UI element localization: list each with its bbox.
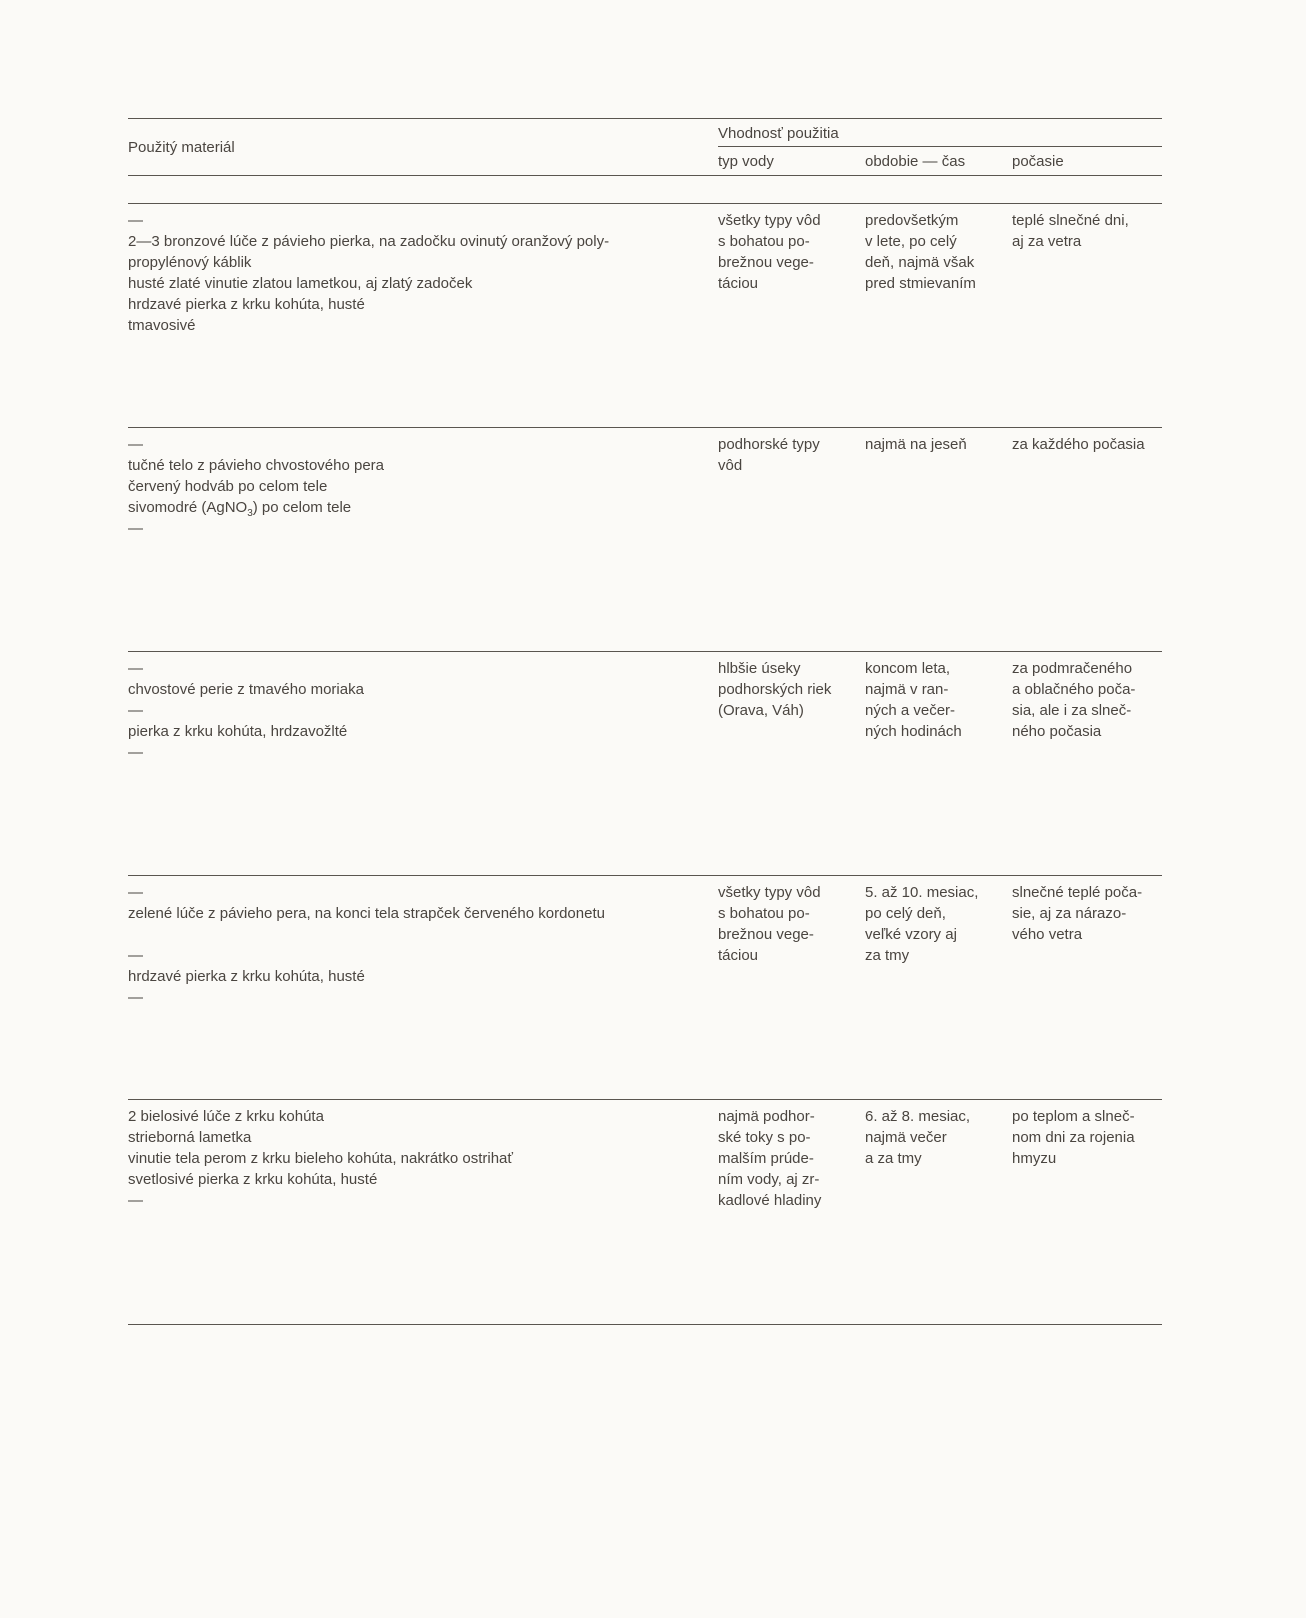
weather-cell (1012, 1106, 1162, 1169)
water-line: hlbšie úseky (718, 660, 801, 677)
material-cell (128, 882, 698, 1008)
water-type-cell (718, 658, 858, 721)
material-line: hrdzavé pierka z krku kohúta, husté (128, 968, 365, 985)
period-line: deň, najmä však (865, 254, 975, 271)
period-line: pred stmievaním (865, 275, 976, 292)
period-line: ných a večer- (865, 702, 956, 719)
period-cell (865, 882, 1005, 966)
weather-line: za podmračeného (1012, 660, 1133, 677)
water-line: s bohatou po- (718, 905, 810, 922)
period-line: ných hodinách (865, 723, 962, 740)
material-line: — (128, 744, 143, 761)
water-line: brežnou vege- (718, 926, 814, 943)
weather-line: teplé slnečné dni, (1012, 212, 1129, 229)
water-line: táciou (718, 275, 759, 292)
water-line: všetky typy vôd (718, 212, 821, 229)
water-line: kadlové hladiny (718, 1192, 822, 1209)
material-line: vinutie tela perom z krku bieleho kohúta, nakrátko ostrihať (128, 1150, 513, 1167)
header-water-type: typ vody (718, 153, 774, 170)
weather-line: ného počasia (1012, 723, 1102, 740)
period-cell (865, 210, 1005, 294)
material-line: — (128, 989, 143, 1006)
material-line: 2 bielosivé lúče z krku kohúta (128, 1108, 324, 1125)
water-line: podhorské typy (718, 436, 820, 453)
period-line: za tmy (865, 947, 910, 964)
water-line: táciou (718, 947, 759, 964)
water-line: s bohatou po- (718, 233, 810, 250)
material-line: strieborná lametka (128, 1129, 252, 1146)
subscript: 3 (247, 508, 253, 519)
period-line: po celý deň, (865, 905, 946, 922)
water-line: (Orava, Váh) (718, 702, 804, 719)
weather-cell (1012, 434, 1162, 455)
weather-line: sia, ale i za slneč- (1012, 702, 1132, 719)
material-line: — (128, 212, 143, 229)
weather-line: vého vetra (1012, 926, 1083, 943)
period-line: najmä na jeseň (865, 436, 967, 453)
weather-line: a oblačného poča- (1012, 681, 1136, 698)
material-line: — (128, 520, 143, 537)
water-line: najmä podhor- (718, 1108, 815, 1125)
water-line: všetky typy vôd (718, 884, 821, 901)
material-line: — (128, 702, 143, 719)
material-cell (128, 658, 698, 763)
material-line: 2—3 bronzové lúče z pávieho pierka, na zadočku ovinutý oranžový poly- (128, 233, 610, 250)
header-subrule (718, 146, 1162, 147)
weather-cell (1012, 658, 1162, 742)
period-line: najmä večer (865, 1129, 947, 1146)
material-cell (128, 1106, 698, 1211)
material-text: sivomodré (AgNO (128, 499, 248, 516)
weather-cell (1012, 210, 1162, 252)
material-line: zelené lúče z pávieho pera, na konci tela strapček červeného kordonetu (128, 905, 605, 922)
water-line: podhorských riek (718, 681, 832, 698)
water-type-cell (718, 210, 858, 294)
material-line: — (128, 884, 143, 901)
material-text: ) po celom tele (252, 499, 352, 516)
material-line (128, 497, 698, 518)
row-rule-3 (128, 651, 1162, 652)
weather-line: sie, aj za nárazo- (1012, 905, 1127, 922)
period-line: 5. až 10. mesiac, (865, 884, 979, 901)
header-weather: počasie (1012, 153, 1064, 170)
period-line: a za tmy (865, 1150, 922, 1167)
weather-line: aj za vetra (1012, 233, 1082, 250)
material-line: — (128, 436, 143, 453)
weather-line: hmyzu (1012, 1150, 1057, 1167)
material-line: svetlosivé pierka z krku kohúta, husté (128, 1171, 378, 1188)
material-cell (128, 210, 698, 336)
water-type-cell (718, 882, 858, 966)
top-rule (128, 118, 1162, 119)
water-line: ské toky s po- (718, 1129, 811, 1146)
row-rule-5 (128, 1099, 1162, 1100)
material-cell (128, 434, 698, 539)
material-line: — (128, 1192, 143, 1209)
row-rule-4 (128, 875, 1162, 876)
period-line: veľké vzory aj (865, 926, 957, 943)
material-line: hrdzavé pierka z krku kohúta, husté (128, 296, 365, 313)
period-line: najmä v ran- (865, 681, 949, 698)
material-line: — (128, 660, 143, 677)
material-line: tučné telo z pávieho chvostového pera (128, 457, 385, 474)
header-material: Použitý materiál (128, 139, 235, 156)
period-line: predovšetkým (865, 212, 959, 229)
weather-cell (1012, 882, 1162, 945)
water-line: ním vody, aj zr- (718, 1171, 820, 1188)
header-bottom-rule (128, 175, 1162, 176)
weather-line: slnečné teplé poča- (1012, 884, 1143, 901)
material-line: propylénový káblik (128, 254, 252, 271)
material-line (128, 924, 698, 945)
period-cell (865, 1106, 1005, 1169)
water-line: malším prúde- (718, 1150, 814, 1167)
water-type-cell (718, 1106, 858, 1211)
material-line: chvostové perie z tmavého moriaka (128, 681, 364, 698)
period-line: koncom leta, (865, 660, 951, 677)
water-line: brežnou vege- (718, 254, 814, 271)
water-line: vôd (718, 457, 743, 474)
row-rule-2 (128, 427, 1162, 428)
material-line: pierka z krku kohúta, hrdzavožlté (128, 723, 348, 740)
row-rule-1 (128, 203, 1162, 204)
material-line: tmavosivé (128, 317, 196, 334)
period-line: v lete, po celý (865, 233, 957, 250)
weather-line: za každého počasia (1012, 436, 1145, 453)
header-suitability: Vhodnosť použitia (718, 125, 839, 142)
material-line: — (128, 947, 143, 964)
material-line: husté zlaté vinutie zlatou lametkou, aj zlatý zadoček (128, 275, 473, 292)
period-cell (865, 434, 1005, 455)
weather-line: po teplom a slneč- (1012, 1108, 1135, 1125)
water-type-cell (718, 434, 858, 476)
material-line: červený hodváb po celom tele (128, 478, 328, 495)
period-line: 6. až 8. mesiac, (865, 1108, 971, 1125)
period-cell (865, 658, 1005, 742)
weather-line: nom dni za rojenia (1012, 1129, 1135, 1146)
header-period: obdobie — čas (865, 153, 966, 170)
bottom-rule (128, 1324, 1162, 1325)
